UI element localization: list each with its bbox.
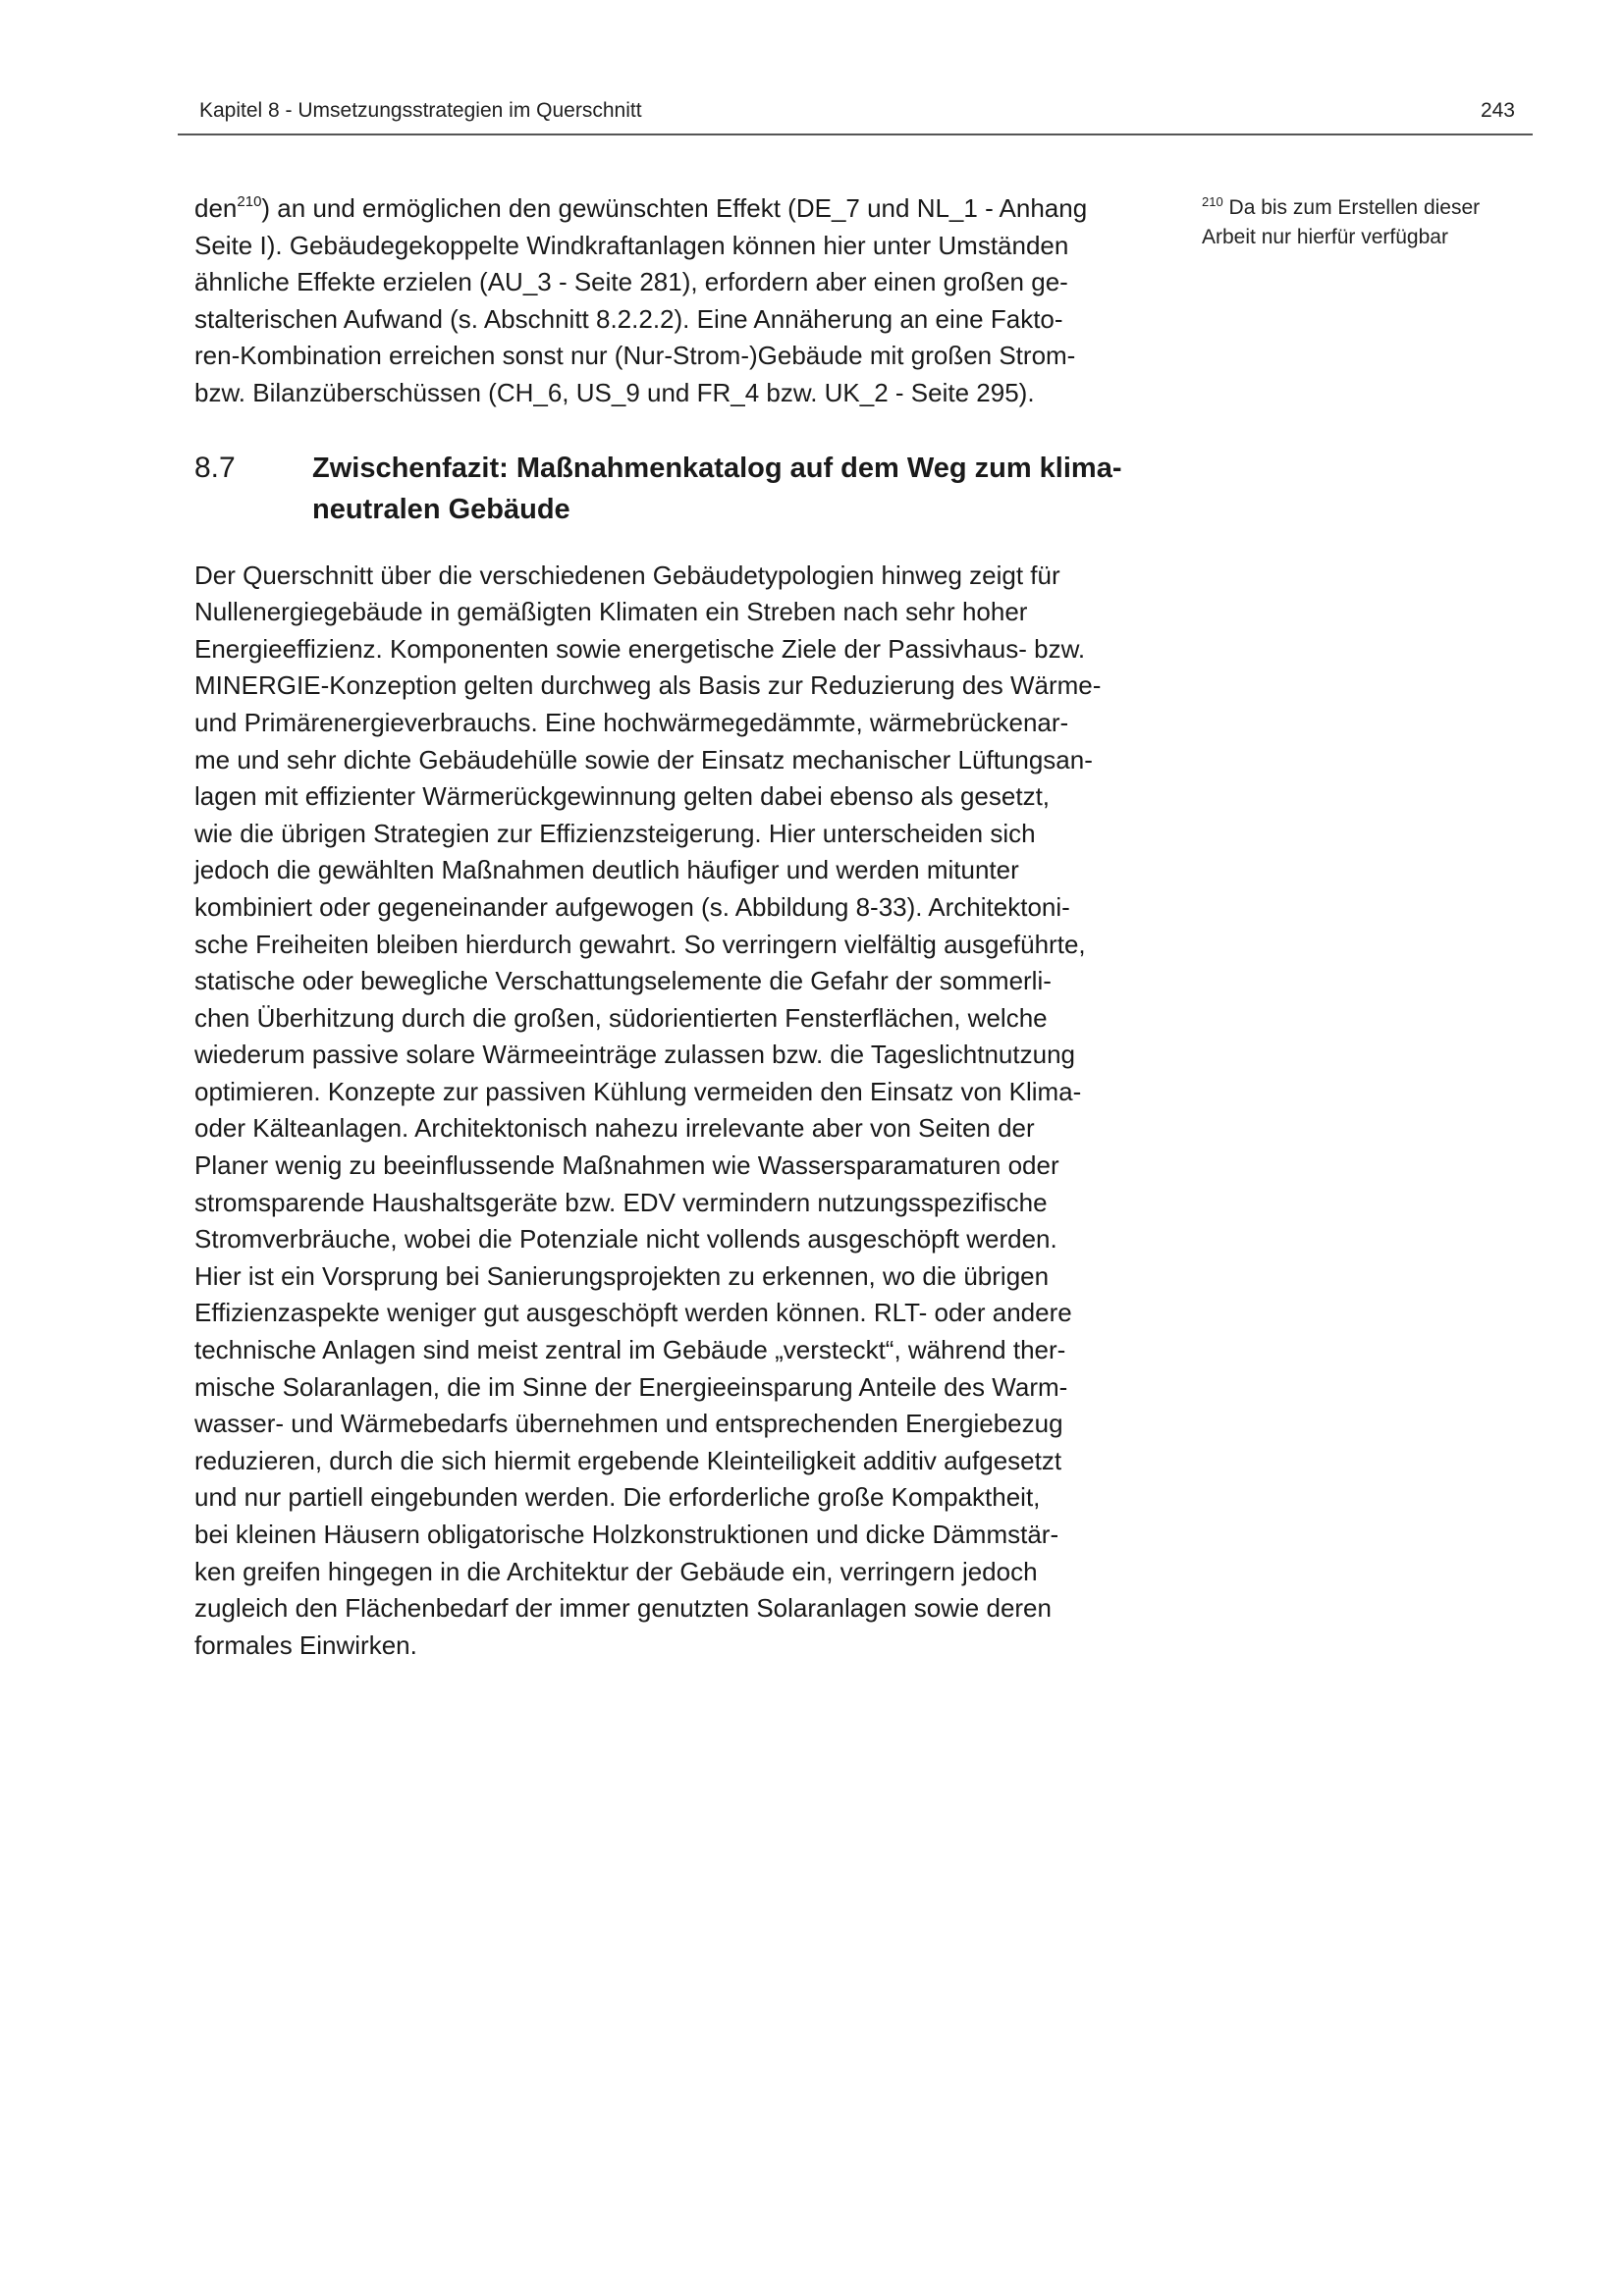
paragraph-line: Hier ist ein Vorsprung bei Sanierungsprojekten zu erkennen, wo die übrigen (194, 1260, 1050, 1291)
margin-footnote-line: Arbeit nur hierfür verfügbar (1202, 226, 1448, 248)
paragraph-line: Nullenergiegebäude in gemäßigten Klimaten ein Streben nach sehr hoher (194, 597, 1028, 627)
paragraph-line: me und sehr dichte Gebäudehülle sowie der Einsatz mechanischer Lüftungsan- (194, 744, 1093, 774)
paragraph-line: statische oder bewegliche Verschattungselemente die Gefahr der sommerli- (194, 966, 1052, 996)
paragraph-line: bei kleinen Häusern obligatorische Holzkonstruktionen und dicke Dämmstär- (194, 1520, 1059, 1549)
paragraph-line: formales Einwirken. (194, 1629, 417, 1660)
paragraph-continuation (194, 190, 1172, 412)
header-chapter-title: Kapitel 8 - Umsetzungsstrategien im Querschnitt (199, 99, 642, 122)
paragraph-line: und Primärenergieverbrauchs. Eine hochwärmegedämmte, wärmebrückenar- (194, 707, 1069, 737)
section-heading (194, 448, 1172, 528)
paragraph-line: Effizienzaspekte weniger gut ausgeschöpft werden können. RLT- oder andere (194, 1298, 1072, 1328)
section-title-line: Zwischenfazit: Maßnahmenkatalog auf dem Weg zum klima- (312, 452, 1122, 484)
margin-footnote-text: Da bis zum Erstellen dieser (1222, 196, 1481, 219)
paragraph-line: chen Überhitzung durch die großen, südorientierten Fensterflächen, welche (194, 1002, 1048, 1033)
paragraph-line: Der Querschnitt über die verschiedenen Gebäudetypologien hinweg zeigt für (194, 560, 1060, 590)
paragraph-line: reduzieren, durch die sich hiermit ergebende Kleinteiligkeit additiv aufgesetzt (194, 1445, 1062, 1475)
paragraph-line: wasser- und Wärmebedarfs übernehmen und entsprechenden Energiebezug (194, 1409, 1063, 1439)
section-number: 8.7 (194, 451, 236, 484)
paragraph-line: ken greifen hingegen in die Architektur der Gebäude ein, verringern jedoch (194, 1556, 1038, 1586)
paragraph-line: zugleich den Flächenbedarf der immer genutzten Solaranlagen sowie deren (194, 1593, 1052, 1624)
section-title-line: neutralen Gebäude (312, 493, 570, 525)
paragraph-text: den (194, 193, 238, 223)
paragraph-line: wie die übrigen Strategien zur Effizienzsteigerung. Hier unterscheiden sich (194, 818, 1036, 848)
paragraph-line: stromsparende Haushaltsgeräte bzw. EDV vermindern nutzungsspezifische (194, 1187, 1048, 1217)
paragraph-line: optimieren. Konzepte zur passiven Kühlung vermeiden den Einsatz von Klima- (194, 1076, 1082, 1106)
paragraph-line: bzw. Bilanzüberschüssen (CH_6, US_9 und FR_4 bzw. UK_2 - Seite 295). (194, 377, 1035, 407)
paragraph-line: und nur partiell eingebunden werden. Die erforderliche große Kompaktheit, (194, 1482, 1041, 1513)
header-page-number: 243 (1480, 99, 1515, 122)
paragraph-line: Seite I). Gebäudegekoppelte Windkraftanlagen können hier unter Umständen (194, 230, 1069, 260)
paragraph-line: oder Kälteanlagen. Architektonisch nahezu irrelevante aber von Seiten der (194, 1113, 1035, 1144)
paragraph-line: sche Freiheiten bleiben hierdurch gewahrt. So verringern vielfältig ausgeführte, (194, 929, 1086, 959)
paragraph-line: Energieeffizienz. Komponenten sowie energetische Ziele der Passivhaus- bzw. (194, 633, 1086, 664)
paragraph-line: Stromverbräuche, wobei die Potenziale nicht vollends ausgeschöpft werden. (194, 1224, 1057, 1255)
margin-footnote (1202, 193, 1526, 252)
paragraph-line (194, 190, 1172, 228)
paragraph-line: MINERGIE-Konzeption gelten durchweg als Basis zur Reduzierung des Wärme- (194, 670, 1102, 701)
paragraph-line: wiederum passive solare Wärmeeinträge zulassen bzw. die Tageslichtnutzung (194, 1040, 1075, 1070)
main-text-column (194, 190, 1172, 1664)
paragraph-line: kombiniert oder gegeneinander aufgewogen (s. Abbildung 8-33). Architektoni- (194, 891, 1070, 922)
paragraph-line: jedoch die gewählten Maßnahmen deutlich häufiger und werden mitunter (194, 855, 1019, 885)
paragraph-line: technische Anlagen sind meist zentral im Gebäude „versteckt“, während ther- (194, 1335, 1066, 1365)
footnote-reference[interactable]: 210 (237, 193, 262, 210)
margin-footnote-line (1202, 193, 1526, 223)
section-title (312, 448, 1122, 530)
paragraph-line: ren-Kombination erreichen sonst nur (Nur-Strom-)Gebäude mit großen Strom- (194, 341, 1076, 371)
paragraph-summary (194, 558, 1172, 1665)
paragraph-line: stalterischen Aufwand (s. Abschnitt 8.2.2.2). Eine Annäherung an eine Fakto- (194, 303, 1063, 334)
paragraph-line: lagen mit effizienter Wärmerückgewinnung gelten dabei ebenso als gesetzt, (194, 781, 1051, 812)
margin-footnote-number: 210 (1202, 194, 1223, 209)
paragraph-line: ähnliche Effekte erzielen (AU_3 - Seite 281), erfordern aber einen großen ge- (194, 267, 1068, 297)
paragraph-line: Planer wenig zu beeinflussende Maßnahmen wie Wassersparamaturen oder (194, 1150, 1059, 1181)
paragraph-text: ) an und ermöglichen den gewünschten Effekt (DE_7 und NL_1 - Anhang (261, 193, 1088, 223)
paragraph-line: mische Solaranlagen, die im Sinne der Energieeinsparung Anteile des Warm- (194, 1371, 1068, 1402)
page-header (178, 94, 1533, 135)
